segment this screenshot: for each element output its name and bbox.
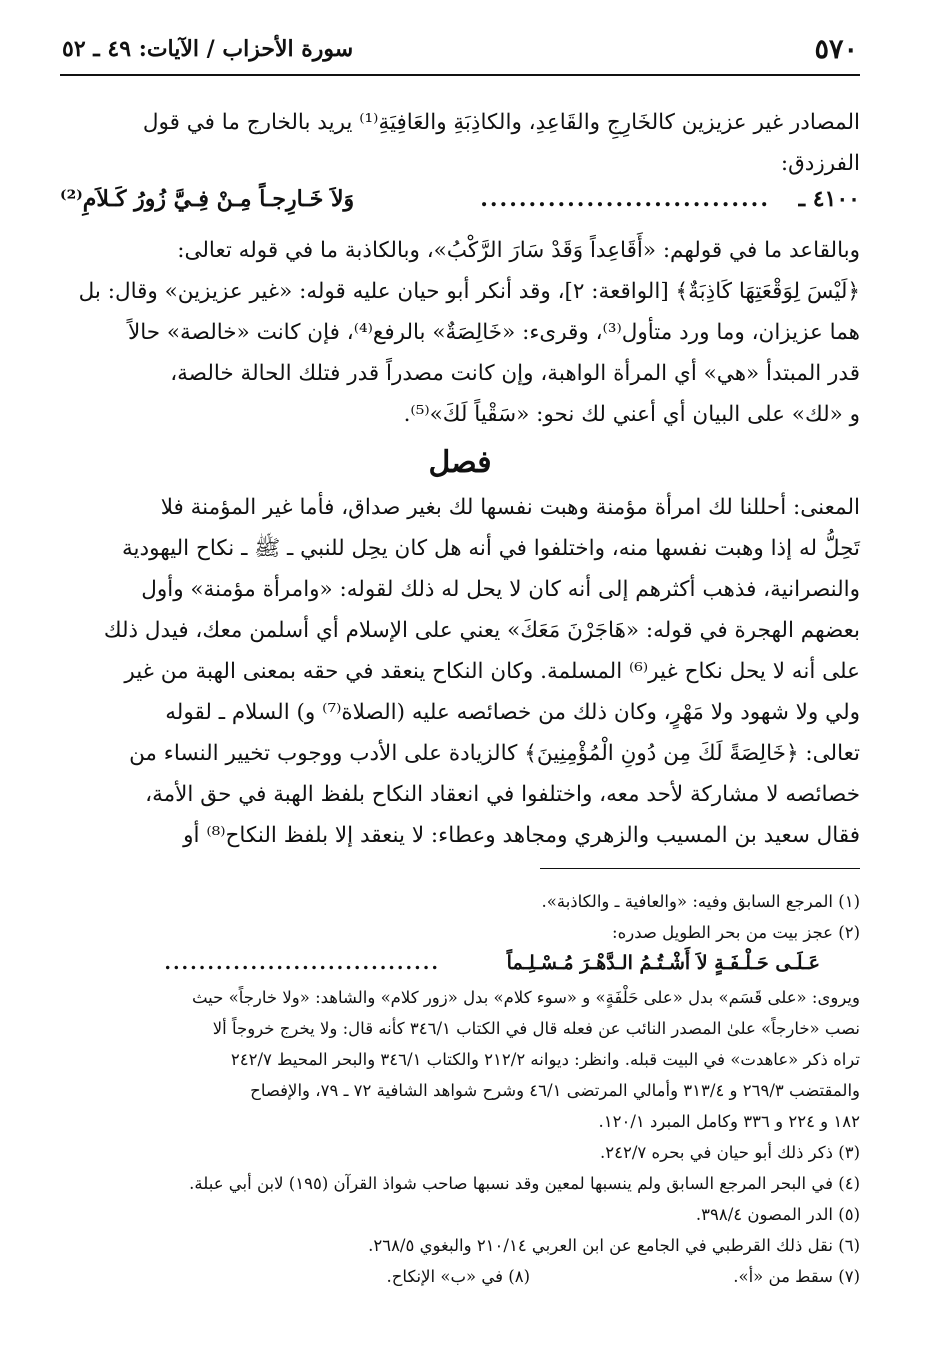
footnotes: [60, 886, 860, 1292]
text-line: المصادر غير عزيزين كالخَارِجِ والقَاعِدِ، والكاذِبَةِ والعَافِيَةِ⁽¹⁾ يريد بالخارج ما في قول: [142, 110, 860, 135]
main-text: [60, 102, 860, 856]
text-line: هما عزيزان، وما ورد متأول⁽³⁾، وقرىء: «خَالِصَةٌ» بالرفع⁽⁴⁾، فإن كانت «خالصة» حالاً: [127, 320, 860, 345]
text-line: الفرزدق:: [780, 151, 860, 176]
footnote: (٨) في «ب» الإنكاح.: [386, 1267, 530, 1286]
footnote-verse: [60, 948, 860, 982]
text-line: وبالقاعد ما في قولهم: «أَقَاعِداً وَقَدْ سَارَ الرَّكْبُ»، وبالكاذبة ما في قوله تعالى:: [177, 238, 860, 263]
footnote-pair: [60, 1261, 860, 1292]
header-rule: [60, 74, 860, 76]
running-title: سورة الأحزاب / الآيات: ٤٩ ـ ٥٢: [62, 36, 354, 62]
footnote: (٧) سقط من «أ».: [733, 1267, 860, 1286]
text-line: خصائصه لا مشاركة لأحد معه، واختلفوا في انعقاد النكاح بلفظ الهبة في حق الأمة،: [145, 782, 860, 807]
text-line: المعنى: أحللنا لك امرأة مؤمنة وهبت نفسها لك بغير صداق، فأما غير المؤمنة فلا: [160, 495, 860, 520]
footnote: (٢) عجز بيت من بحر الطويل صدره:: [612, 923, 860, 942]
footnote: (٥) الدر المصون ٣٩٨/٤.: [695, 1205, 860, 1224]
section-heading: فصل: [428, 445, 492, 480]
page-number: ٥٧٠: [814, 34, 858, 65]
book-page: [60, 20, 860, 1340]
footnote-verse-dots: ................................: [164, 952, 440, 974]
text-line: و «لك» على البيان أي أعني لك نحو: «سَقْياً لَكَ»⁽⁵⁾.: [403, 402, 860, 427]
text-line: بعضهم الهجرة في قوله: «هَاجَرْنَ مَعَكَ» يعني على الإسلام أي أسلمن معك، فيدل ذلك: [103, 618, 860, 643]
footnote: (٤) في البحر المرجع السابق ولم ينسبها لمعين وقد نسبها صاحب شواذ القرآن (١٩٥) لابن أبي عبلة.: [189, 1174, 860, 1193]
footnote-line: ١٨٢ و ٢٢٤ و ٣٣٦ وكامل المبرد ١٢٠/١.: [598, 1112, 860, 1131]
footnote: (٦) نقل ذلك القرطبي في الجامع عن ابن العربي ٢١٠/١٤ والبغوي ٢٦٨/٥.: [368, 1236, 860, 1255]
poetry-verse: [60, 184, 860, 230]
text-line: ﴿لَيْسَ لِوَقْعَتِهَا كَاذِبَةٌ﴾ [الواقعة: ٢]، وقد أنكر أبو حيان عليه قوله: «غير عزيزين» وقال: بل: [78, 279, 860, 304]
text-line: قدر المبتدأ «هي» أي المرأة الواهبة، وإن كانت مصدراً قدر فتلك الحالة خالصة،: [170, 361, 860, 386]
footnote-line: ويروى: «على قَسَم» بدل «على حَلْفَةٍ» و «سوء كلام» بدل «زور كلام» والشاهد: «ولا خارجاً» حيث: [191, 988, 860, 1007]
footnote: (٣) ذكر ذلك أبو حيان في بحره ٢٤٢/٧.: [600, 1143, 860, 1162]
footnote-line: نصب «خارجاً» علىٰ المصدر النائب عن فعله قال في الكتاب ٣٤٦/١ كأنه قال: ولا يخرج خروجاً ألا: [212, 1019, 860, 1038]
text-line: والنصرانية، فذهب أكثرهم إلى أنه كان لا يحل له ذلك لقوله: «وامرأة مؤمنة» وأول: [141, 577, 860, 602]
text-line: تَحِلُّ له إذا وهبت نفسها منه، واختلفوا في أنه هل كان يحِل للنبي ـ ﷺ ـ نكاح اليهودية: [122, 536, 860, 561]
footnote: (١) المرجع السابق وفيه: «والعافية ـ والكاذبة».: [541, 892, 860, 911]
footnote-line: والمقتضب ٢٦٩/٣ و ٣١٣/٤ وأمالي المرتضى ٤٦/١ وشرح شواهد الشافية ٧٢ ـ ٧٩، والإفصاح: [250, 1081, 860, 1100]
text-line: فقال سعيد بن المسيب والزهري ومجاهد وعطاء: لا ينعقد إلا بلفظ النكاح⁽⁸⁾ أو: [183, 823, 860, 848]
footnote-rule: [540, 868, 860, 869]
footnote-verse-text: عَـلَـى حَـلْـفَـةٍ لاَ أَشْـتُـمُ الـدَّهْـرَ مُـسْـلِـماً: [506, 952, 820, 974]
verse-dots: ..............................: [480, 186, 770, 212]
footnote-line: تراه ذكر «عاهدت» في البيت قبله. وانظر: ديوانه ٢١٢/٢ والكتاب ٣٤٦/١ والبحر المحيط ٢٤٢/٧: [230, 1050, 860, 1069]
text-line: تعالى: ﴿خَالِصَةً لَكَ مِن دُونِ الْمُؤْمِنِينَ﴾ كالزيادة على الأدب ووجوب تخيير النساء من: [129, 741, 860, 766]
verse-number: ٤١٠٠ ـ: [798, 186, 860, 212]
text-line: ولي ولا شهود ولا مَهْرٍ، وكان ذلك من خصائصه عليه (الصلاة⁽⁷⁾ و) السلام ـ لقوله: [165, 700, 860, 725]
text-line: على أنه لا يحل نكاح غير⁽⁶⁾ المسلمة. وكان النكاح ينعقد في حقه بمعنى الهبة من غير: [124, 659, 860, 684]
page-header: [60, 34, 860, 74]
verse-text: وَلاَ خَـارِجـاً مِـنْ فِـيَّ زُورُ كَـلاَمِ⁽²⁾: [60, 186, 355, 212]
